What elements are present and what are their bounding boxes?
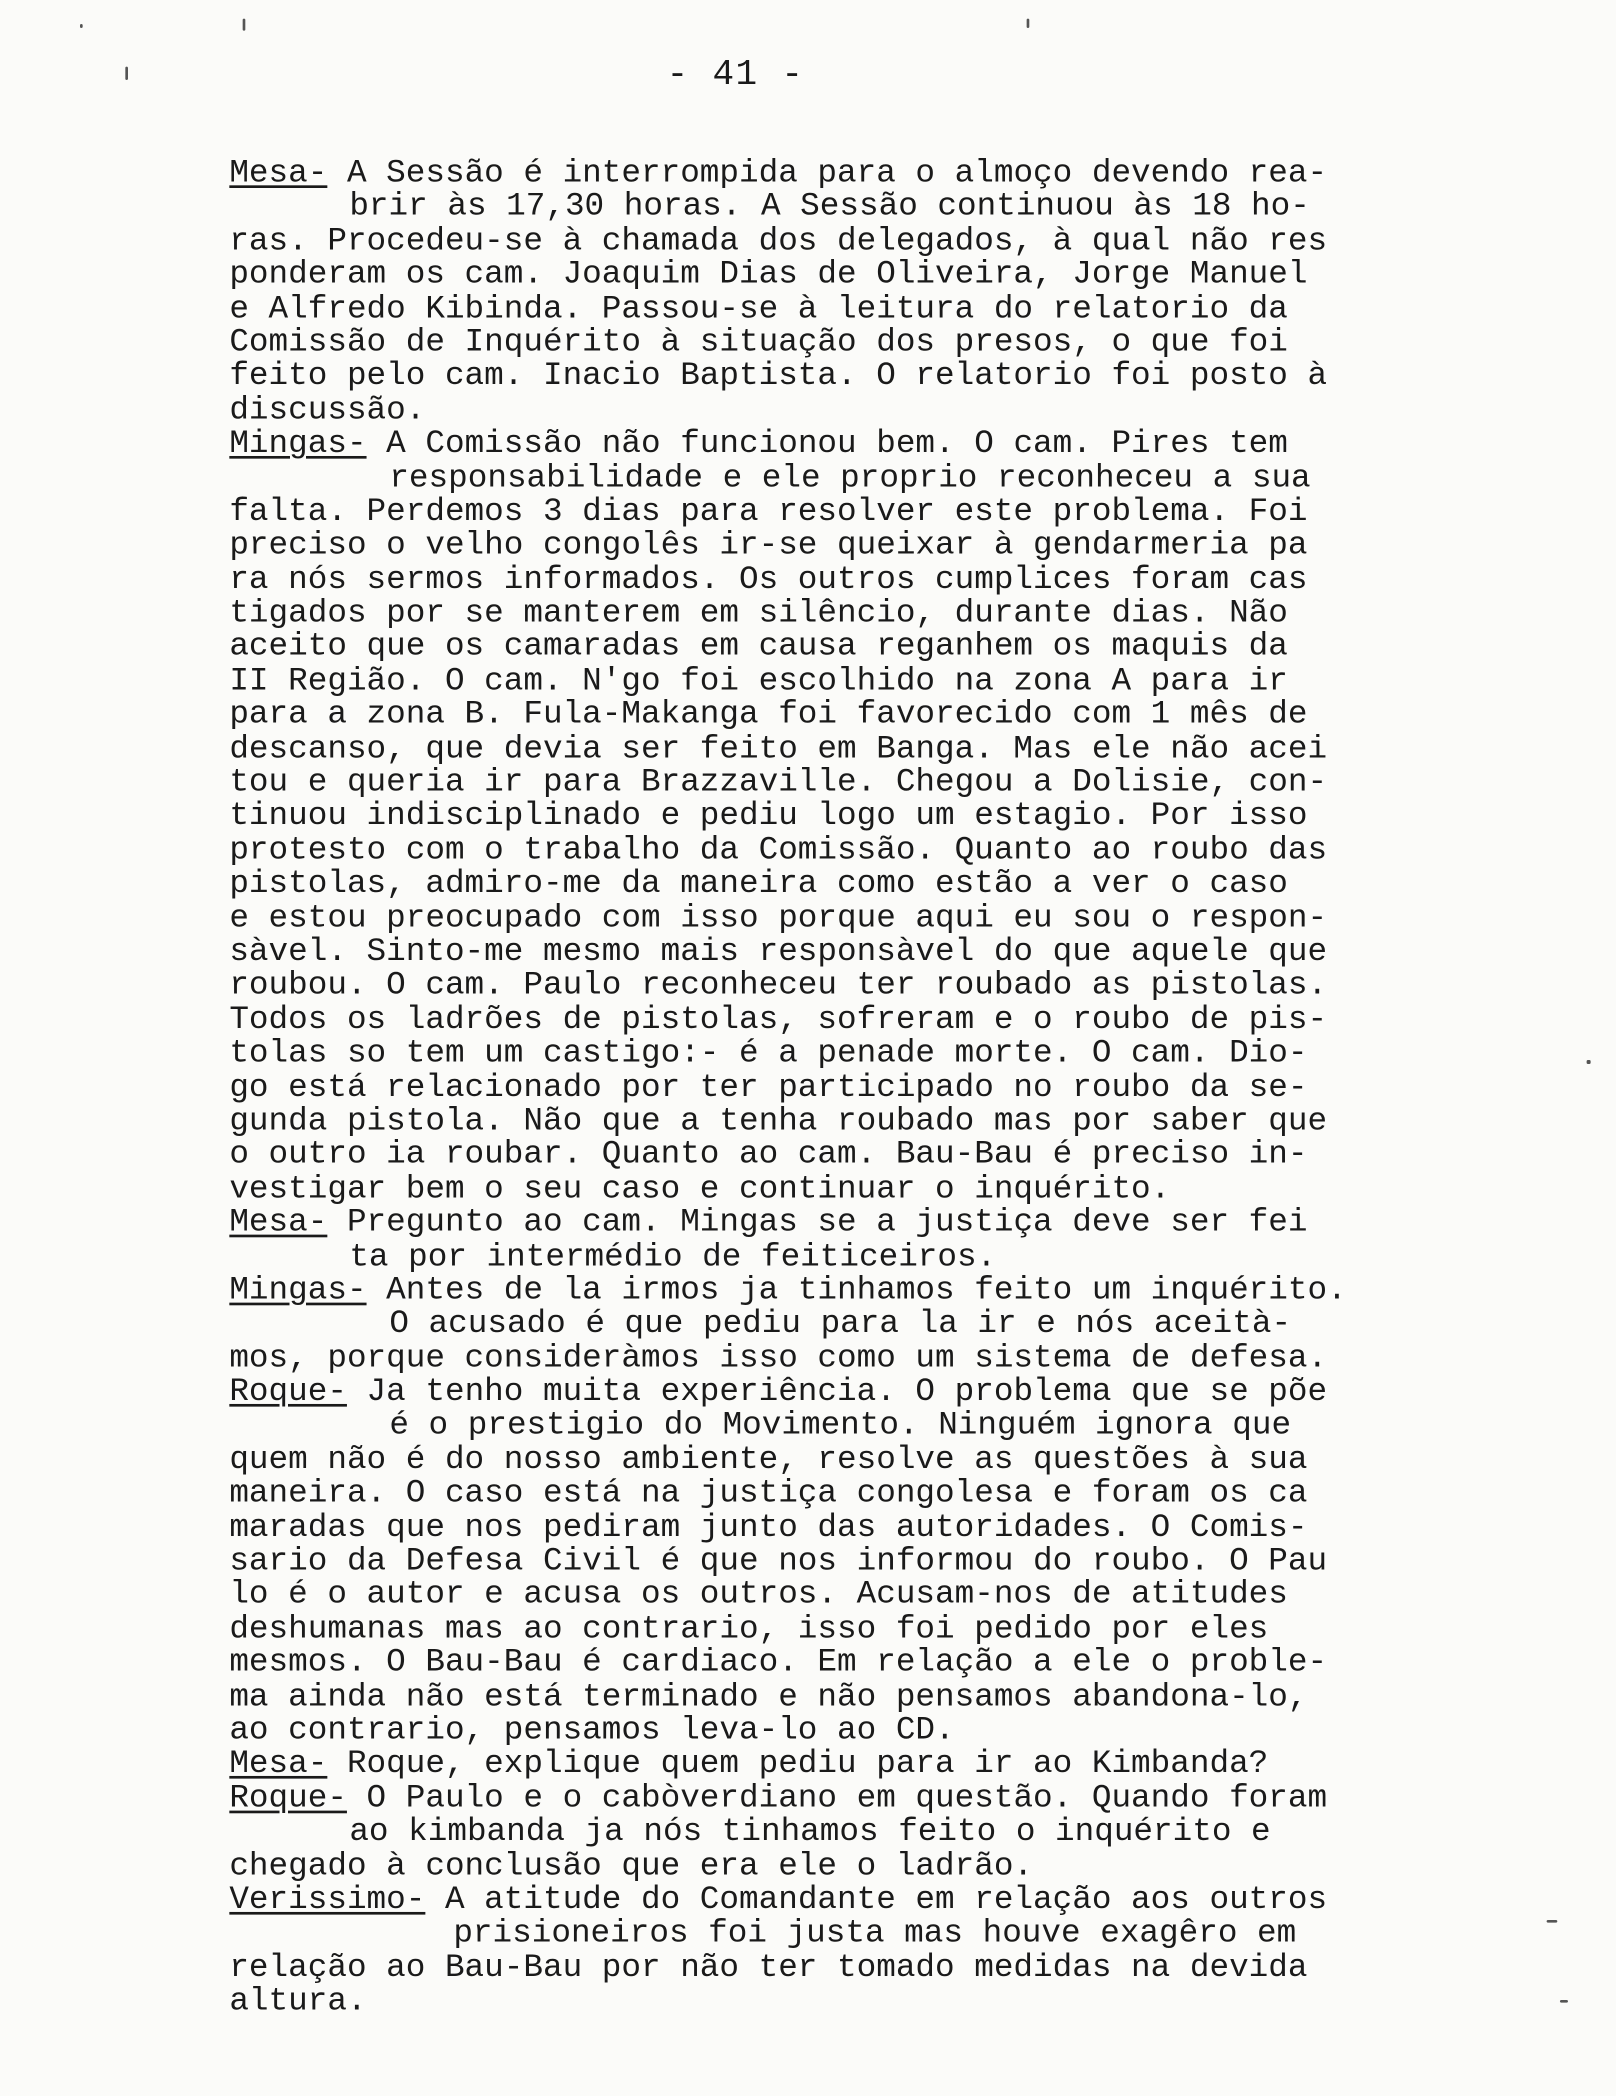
speech-block [229, 1884, 1376, 2019]
text-line: tigados por se manterem em silêncio, durante dias. Não [229, 596, 1288, 633]
text-line: tou e queria ir para Brazzaville. Chegou a Dolisie, con- [229, 765, 1328, 802]
text-line: maneira. O caso está na justiça congolesa e foram os ca [229, 1476, 1308, 1513]
text-line: protesto com o trabalho da Comissão. Quanto ao roubo das [229, 833, 1328, 870]
text-line: ta por intermédio de feiticeiros. [349, 1239, 997, 1276]
text-line: sario da Defesa Civil é que nos informou do roubo. O Pau [229, 1543, 1328, 1580]
speaker-label: Mesa- [229, 1747, 328, 1784]
text-line: ao contrario, pensamos leva-lo ao CD. [229, 1713, 955, 1750]
text-line: feito pelo cam. Inacio Baptista. O relatorio foi posto à [229, 359, 1328, 396]
text-line: lo é o autor e acusa os outros. Acusam-nos de atitudes [229, 1577, 1288, 1614]
text-line: ao kimbanda ja nós tinhamos feito o inquérito e [349, 1814, 1271, 1851]
text-line: quem não é do nosso ambiente, resolve as questões à sua [229, 1442, 1308, 1479]
speech-block [229, 1782, 1376, 1884]
text-line: tolas so tem um castigo:- é a penade morte. O cam. Dio- [229, 1036, 1308, 1073]
text-line: vestigar bem o seu caso e continuar o inquérito. [229, 1171, 1171, 1208]
text-line: mos, porque consideràmos isso como um sistema de defesa. [229, 1340, 1328, 1377]
text-line: pistolas, admiro-me da maneira como estão a ver o caso [229, 866, 1288, 903]
text-line: descanso, que devia ser feito em Banga. Mas ele não acei [229, 731, 1328, 768]
scan-speck [1587, 1060, 1591, 1064]
text-line: maradas que nos pediram junto das autoridades. O Comis- [229, 1510, 1308, 1547]
speaker-label: Mesa- [229, 155, 328, 192]
speech-block [229, 157, 1376, 428]
text-line: chegado à conclusão que era ele o ladrão. [229, 1848, 1034, 1885]
speaker-label: Mingas- [229, 1273, 367, 1310]
text-line: e Alfredo Kibinda. Passou-se à leitura do relatorio da [229, 291, 1288, 328]
text-line: Verissimo- A atitude do Comandante em relação aos outros [229, 1882, 1328, 1919]
text-line: ras. Procedeu-se à chamada dos delegados, à qual não res [229, 223, 1328, 260]
speaker-label: Mingas- [229, 426, 367, 463]
speaker-label: Roque- [229, 1374, 347, 1411]
text-line: altura. [229, 1984, 367, 2021]
text-line: ponderam os cam. Joaquim Dias de Oliveira, Jorge Manuel [229, 257, 1308, 294]
speech-block [229, 1748, 1376, 1782]
text-line: é o prestigio do Movimento. Ninguém ignora que [389, 1408, 1292, 1445]
text-line: Comissão de Inquérito à situação dos presos, o que foi [229, 325, 1288, 362]
text-line: deshumanas mas ao contrario, isso foi pedido por eles [229, 1611, 1269, 1648]
text-line: Mingas- Antes de la irmos ja tinhamos feito um inquérito. [229, 1273, 1347, 1310]
scan-speck [125, 67, 128, 80]
text-line: Mesa- A Sessão é interrompida para o almoço devendo rea- [229, 155, 1328, 192]
text-line: tinuou indisciplinado e pediu logo um estagio. Por isso [229, 799, 1308, 836]
page-number: - 41 - [666, 55, 805, 96]
text-line: gunda pistola. Não que a tenha roubado mas por saber que [229, 1103, 1328, 1140]
scan-speck [80, 24, 83, 28]
speech-block [229, 1274, 1376, 1376]
speech-block [229, 428, 1376, 1207]
text-line: aceito que os camaradas em causa reganhem os maquis da [229, 629, 1288, 666]
text-line: falta. Perdemos 3 dias para resolver este problema. Foi [229, 494, 1308, 531]
text-line: roubou. O cam. Paulo reconheceu ter roubado as pistolas. [229, 968, 1328, 1005]
text-line: Roque- Ja tenho muita experiência. O problema que se põe [229, 1374, 1328, 1411]
text-line: discussão. [229, 392, 426, 429]
text-line: mesmos. O Bau-Bau é cardiaco. Em relação a ele o proble- [229, 1645, 1328, 1682]
minutes-text [229, 157, 1376, 2019]
text-line: prisioneiros foi justa mas houve exagêro em [453, 1916, 1297, 1953]
text-line: responsabilidade e ele proprio reconheceu a sua [389, 460, 1311, 497]
speaker-label: Verissimo- [229, 1882, 426, 1919]
text-line: ma ainda não está terminado e não pensamos abandona-lo, [229, 1679, 1308, 1716]
text-line: Mingas- A Comissão não funcionou bem. O cam. Pires tem [229, 426, 1288, 463]
text-line: II Região. O cam. N'go foi escolhido na zona A para ir [229, 663, 1288, 700]
speech-block [229, 1207, 1376, 1275]
speaker-label: Mesa- [229, 1205, 328, 1242]
text-line: Todos os ladrões de pistolas, sofreram e o roubo de pis- [229, 1002, 1328, 1039]
text-line: Mesa- Roque, explique quem pediu para ir ao Kimbanda? [229, 1747, 1269, 1784]
speaker-label: Roque- [229, 1780, 347, 1817]
text-line: relação ao Bau-Bau por não ter tomado medidas na devida [229, 1950, 1308, 1987]
scan-speck [1560, 2000, 1568, 2003]
text-line: Mesa- Pregunto ao cam. Mingas se a justiça deve ser fei [229, 1205, 1308, 1242]
speech-block [229, 1376, 1376, 1748]
scan-speck [1547, 1920, 1558, 1923]
text-line: e estou preocupado com isso porque aqui eu sou o respon- [229, 900, 1328, 937]
text-line: O acusado é que pediu para la ir e nós aceità- [389, 1307, 1292, 1344]
scan-speck [243, 19, 246, 31]
text-line: para a zona B. Fula-Makanga foi favorecido com 1 mês de [229, 697, 1308, 734]
text-line: brir às 17,30 horas. A Sessão continuou às 18 ho- [349, 189, 1310, 226]
text-line: preciso o velho congolês ir-se queixar à gendarmeria pa [229, 528, 1308, 565]
text-line: go está relacionado por ter participado no roubo da se- [229, 1070, 1308, 1107]
text-line: Roque- O Paulo e o cabòverdiano em questão. Quando foram [229, 1780, 1328, 1817]
text-line: o outro ia roubar. Quanto ao cam. Bau-Bau é preciso in- [229, 1137, 1308, 1174]
text-line: ra nós sermos informados. Os outros cumplices foram cas [229, 562, 1308, 599]
scan-speck [1027, 19, 1030, 28]
text-line: sàvel. Sinto-me mesmo mais responsàvel do que aquele que [229, 934, 1328, 971]
